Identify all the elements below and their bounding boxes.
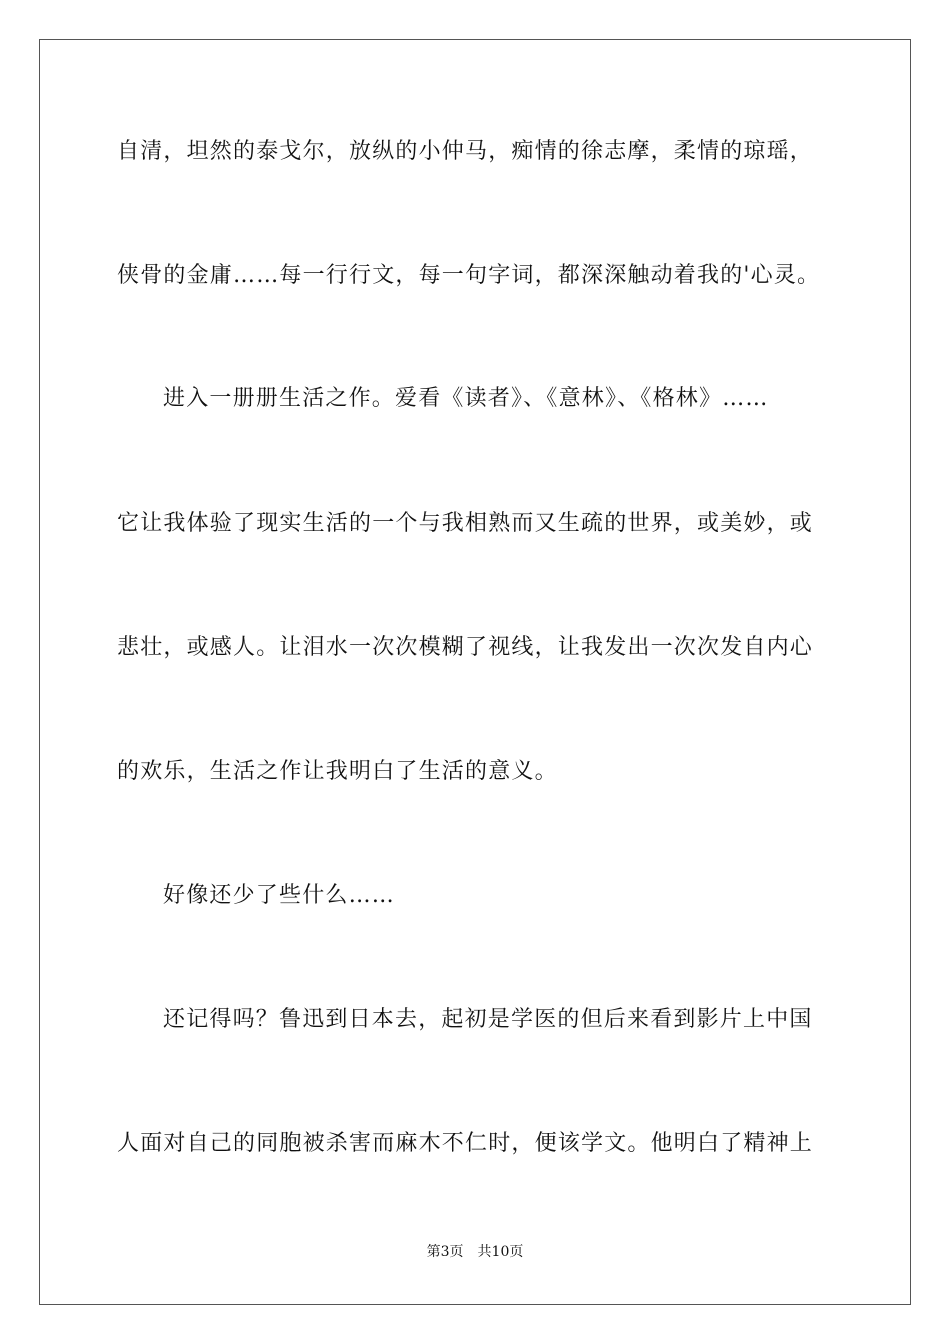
text-line-4: 它让我体验了现实生活的一个与我相熟而又生疏的世界，或美妙，或: [117, 511, 814, 536]
text-line-8: 还记得吗？鲁迅到日本去，起初是学医的但后来看到影片上中国: [163, 1007, 813, 1032]
page-footer: [0, 1242, 950, 1262]
text-line-7: 好像还少了些什么……: [163, 883, 396, 908]
text-line-2: 侠骨的金庸……每一行行文，每一句字词，都深深触动着我的'心灵。: [117, 263, 821, 288]
page-total: 共10页: [477, 1244, 524, 1260]
text-line-1: 自清，坦然的泰戈尔，放纵的小仲马，痴情的徐志摩，柔情的琼瑶，: [117, 139, 814, 164]
text-line-3: 进入一册册生活之作。爱看《读者》、《意林》、《格林》……: [163, 386, 769, 411]
text-line-6: 的欢乐，生活之作让我明白了生活的意义。: [117, 759, 558, 784]
text-line-9: 人面对自己的同胞被杀害而麻木不仁时，便该学文。他明白了精神上: [117, 1131, 814, 1156]
text-line-5: 悲壮，或感人。让泪水一次次模糊了视线，让我发出一次次发自内心: [117, 635, 814, 660]
page-frame: [39, 39, 911, 1305]
page-number: 第3页: [426, 1244, 464, 1260]
